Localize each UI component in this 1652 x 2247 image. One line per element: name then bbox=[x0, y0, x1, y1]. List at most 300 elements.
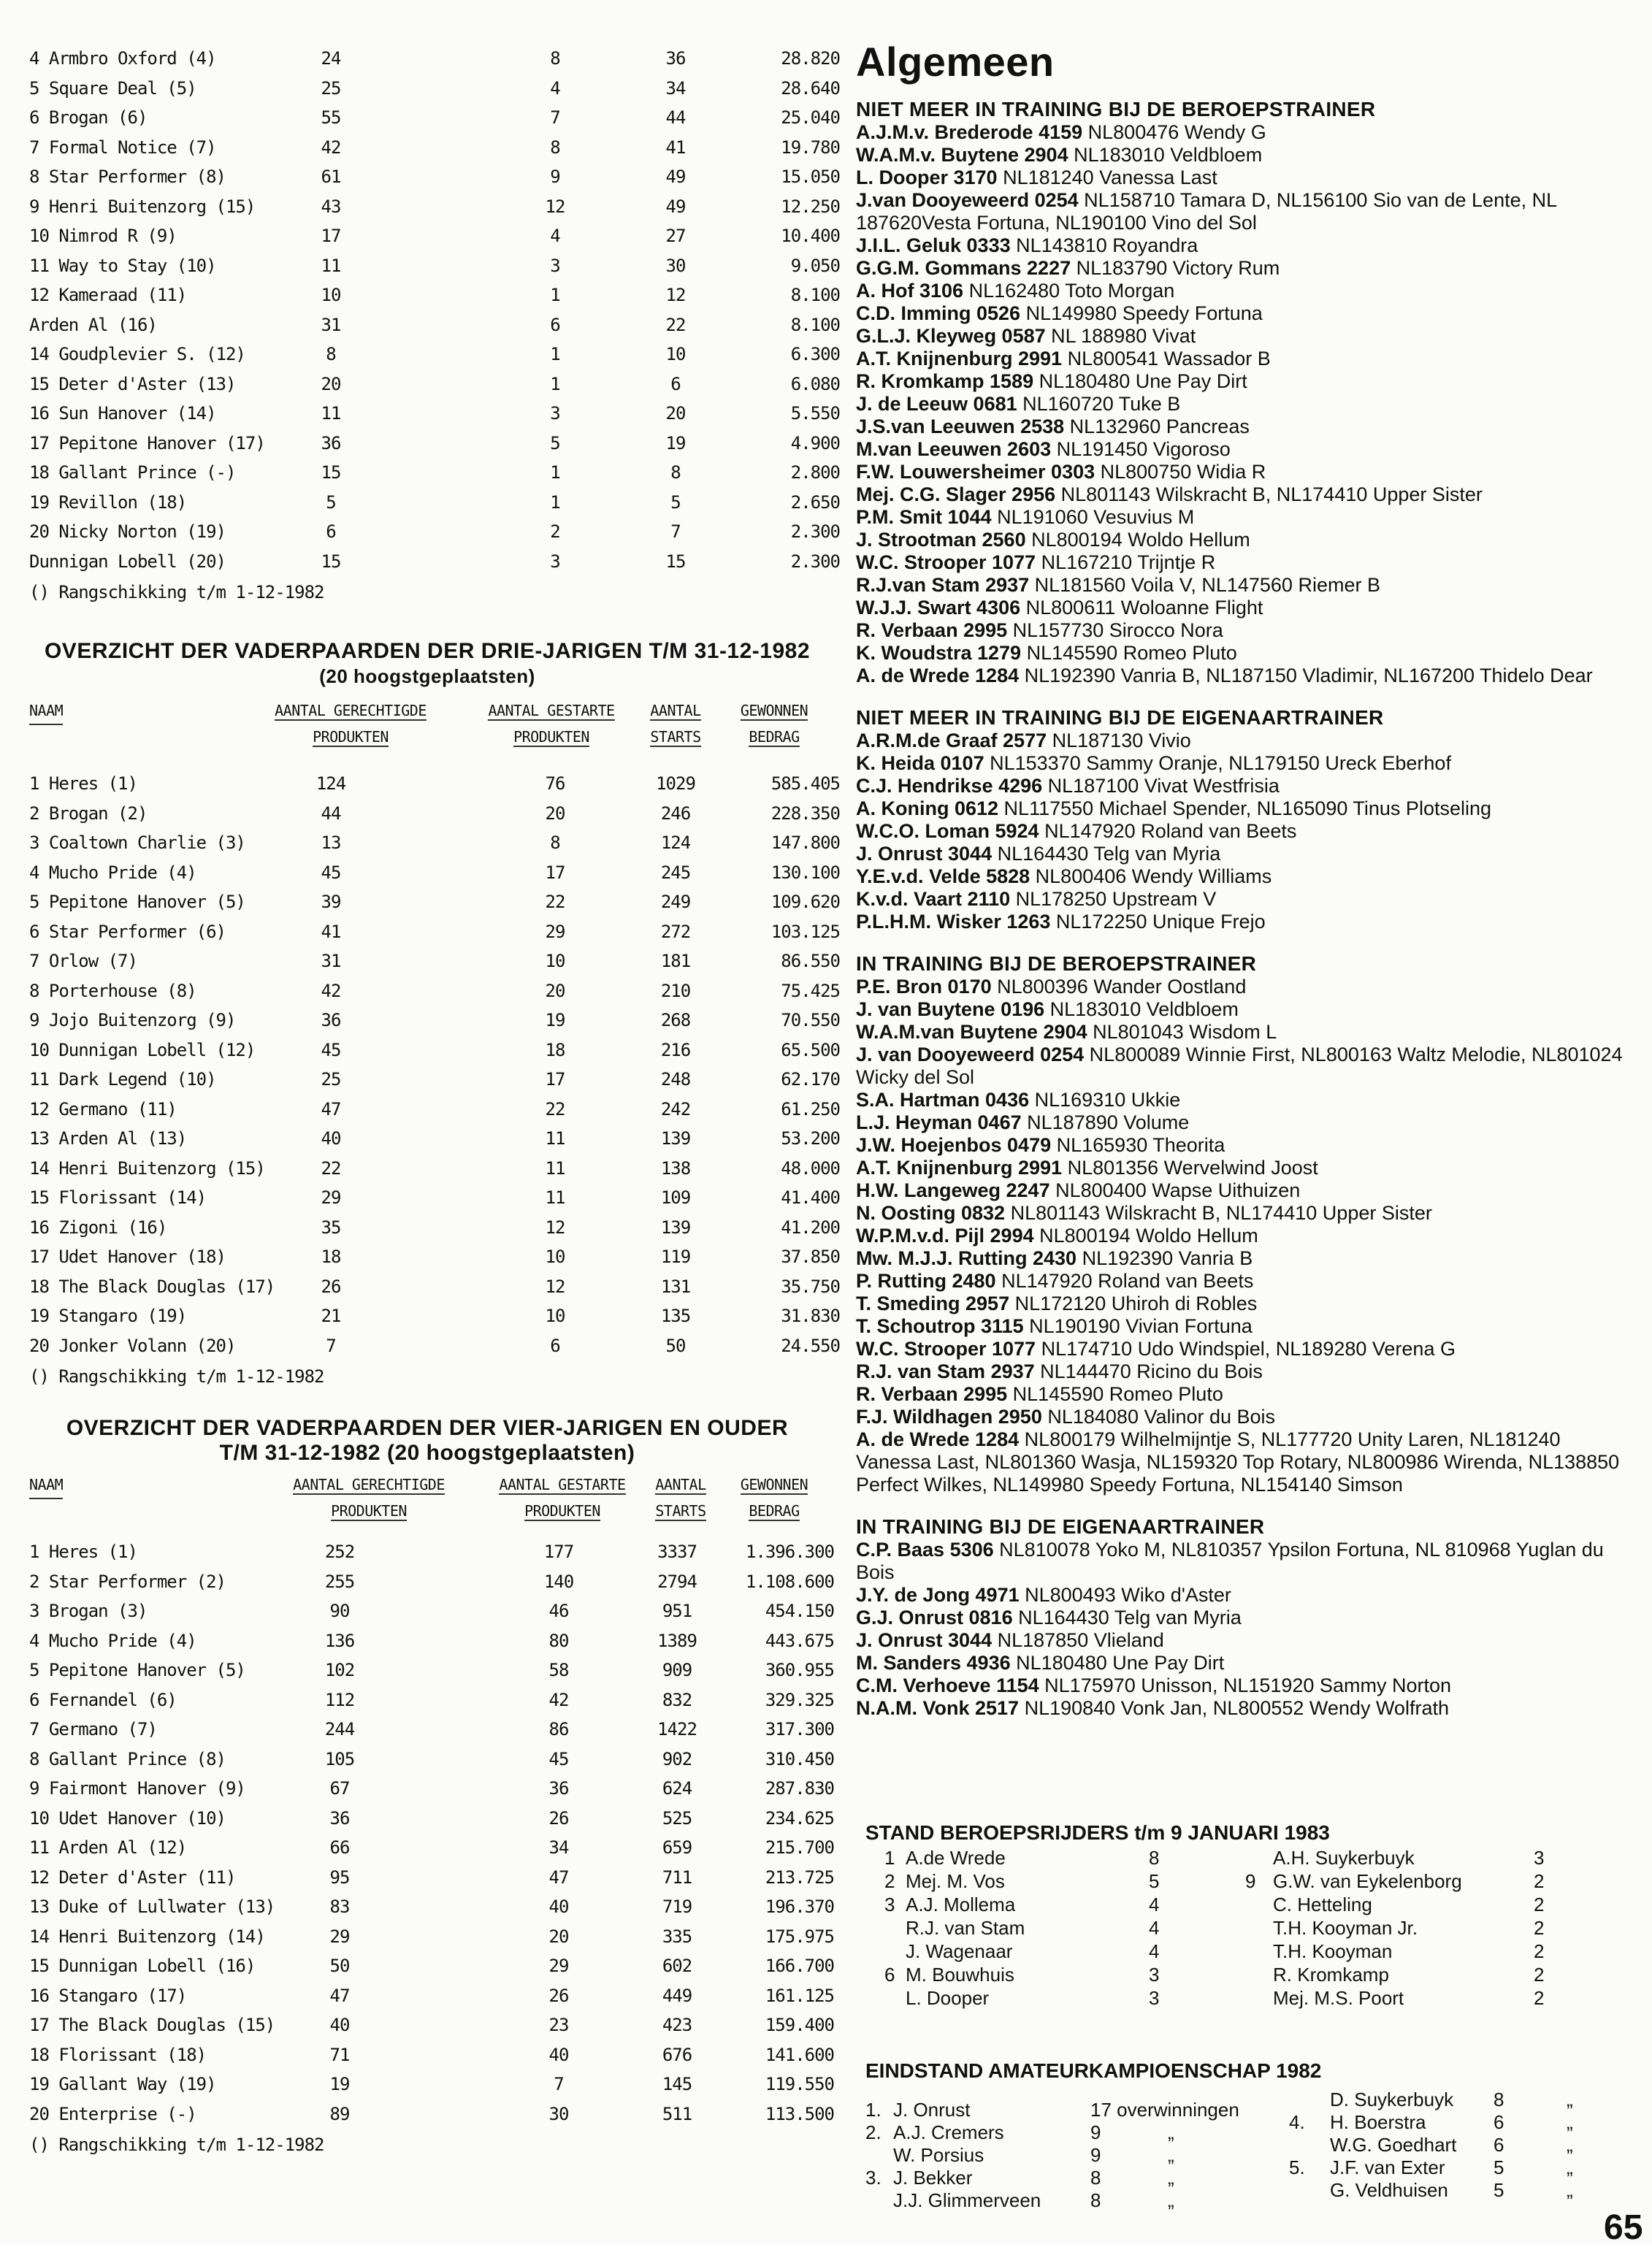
eind-name: W.G. Goedhart bbox=[1330, 2134, 1457, 2156]
count-started: 8 bbox=[550, 832, 560, 853]
amount-won: 65.500 bbox=[781, 1039, 840, 1060]
count-starts: 20 bbox=[665, 403, 686, 424]
table-row bbox=[22, 1036, 840, 1065]
count-starts: 19 bbox=[665, 432, 686, 453]
count-started: 7 bbox=[554, 2074, 564, 2094]
horse-list: NL143810 Royandra bbox=[1010, 234, 1198, 256]
standing-name: Mej. M. Vos bbox=[906, 1870, 1005, 1892]
horse-name: 7 Formal Notice (7) bbox=[29, 137, 216, 158]
amount-won: 41.400 bbox=[781, 1187, 840, 1208]
table-row bbox=[22, 917, 840, 947]
horse-name: 2 Brogan (2) bbox=[29, 803, 148, 824]
trainer-entry bbox=[856, 911, 1630, 933]
count-entitled: 66 bbox=[329, 1837, 350, 1858]
horse-name: 3 Brogan (3) bbox=[29, 1601, 148, 1621]
standing-name: Mej. M.S. Poort bbox=[1273, 1987, 1404, 2009]
eind-ditto: „ bbox=[1567, 2179, 1573, 2201]
eind-name: A.J. Cremers bbox=[893, 2121, 1004, 2143]
col-aantal bbox=[639, 697, 712, 724]
horse-list: NL157730 Sirocco Nora bbox=[1007, 619, 1223, 641]
trainer-entry bbox=[856, 797, 1630, 820]
col-naam: NAAM bbox=[29, 697, 63, 725]
trainer-entry bbox=[856, 1247, 1630, 1270]
eind-wins: 6 bbox=[1494, 2134, 1504, 2156]
horse-list: NL187890 Volume bbox=[1021, 1111, 1190, 1133]
col-gewonnen-4-line1: GEWONNEN bbox=[740, 1476, 808, 1493]
col-naam-4: NAAM bbox=[29, 1471, 63, 1499]
horse-list: NL800611 Woloanne Flight bbox=[1020, 597, 1263, 619]
count-started: 45 bbox=[548, 1748, 569, 1769]
horse-name: 3 Coaltown Charlie (3) bbox=[29, 832, 245, 853]
count-starts: 36 bbox=[665, 48, 686, 69]
table-row bbox=[22, 1981, 833, 2011]
count-starts: 15 bbox=[665, 551, 686, 572]
horse-list: NL800089 Winnie First, NL800163 Waltz Melodie, NL801024 Wicky del Sol bbox=[856, 1044, 1623, 1088]
col-gerechtigde-4 bbox=[263, 1471, 475, 1498]
horse-name: 14 Henri Buitenzorg (15) bbox=[29, 1157, 265, 1179]
eind-row bbox=[1289, 2111, 1596, 2134]
horse-list: NL800541 Wassador B bbox=[1062, 348, 1271, 370]
standing-points: 2 bbox=[1534, 1917, 1545, 1939]
eind-row bbox=[865, 2121, 1289, 2144]
count-starts: 711 bbox=[662, 1867, 692, 1888]
trainer-name: W.C. Strooper 1077 bbox=[856, 1338, 1036, 1360]
horse-list: NL181240 Vanessa Last bbox=[997, 166, 1217, 188]
table-row bbox=[22, 1922, 833, 1952]
trainer-name: A.R.M.de Graaf 2577 bbox=[856, 730, 1047, 751]
standing-row bbox=[865, 1916, 1245, 1940]
trainer-name: P. Rutting 2480 bbox=[856, 1270, 996, 1292]
count-started: 1 bbox=[550, 285, 560, 305]
count-entitled: 244 bbox=[324, 1719, 355, 1739]
eind-ditto: „ bbox=[1168, 2189, 1174, 2211]
horse-name: 16 Stangaro (17) bbox=[29, 1985, 187, 2006]
table-row bbox=[22, 370, 840, 399]
count-starts: 249 bbox=[660, 892, 691, 912]
trainer-name: M. Sanders 4936 bbox=[856, 1652, 1011, 1674]
trainer-entry bbox=[856, 820, 1630, 843]
horse-name: 20 Jonker Volann (20) bbox=[29, 1335, 236, 1356]
horse-name: 4 Mucho Pride (4) bbox=[29, 1630, 196, 1651]
amount-won: 234.625 bbox=[765, 1807, 834, 1829]
horse-name: 11 Arden Al (12) bbox=[29, 1837, 187, 1858]
eind-row bbox=[865, 2144, 1289, 2167]
count-started: 58 bbox=[548, 1660, 569, 1680]
count-started: 29 bbox=[548, 1956, 569, 1976]
count-starts: 1029 bbox=[656, 773, 695, 794]
count-started: 80 bbox=[548, 1630, 569, 1651]
eind-ditto: „ bbox=[1567, 2134, 1573, 2156]
amount-won: 53.200 bbox=[781, 1128, 840, 1149]
trainer-name: J.W. Hoejenbos 0479 bbox=[856, 1134, 1052, 1156]
horse-list: NL187100 Vivat Westfrisia bbox=[1042, 775, 1280, 797]
count-starts: 909 bbox=[662, 1660, 692, 1680]
horse-name: 17 Udet Hanover (18) bbox=[29, 1247, 226, 1267]
standing-name: J. Wagenaar bbox=[906, 1940, 1013, 1962]
horse-list: NL191060 Vesuvius M bbox=[991, 506, 1195, 528]
count-entitled: 95 bbox=[329, 1867, 350, 1888]
amount-won: 6.300 bbox=[790, 344, 840, 364]
horse-list: NL144470 Ricino du Bois bbox=[1034, 1360, 1263, 1382]
col-gewonnen-4 bbox=[723, 1471, 825, 1498]
standing-points: 3 bbox=[1534, 1847, 1545, 1869]
horse-name: 1 Heres (1) bbox=[29, 1542, 137, 1562]
eind-wins: 9 bbox=[1090, 2144, 1101, 2166]
horse-list: NL800406 Wendy Williams bbox=[1030, 865, 1272, 887]
trainer-name: T. Schoutrop 3115 bbox=[856, 1315, 1024, 1337]
horse-name: 9 Henri Buitenzorg (15) bbox=[29, 196, 256, 217]
count-started: 46 bbox=[548, 1601, 569, 1621]
trainer-entry bbox=[856, 551, 1630, 574]
trainer-entry bbox=[856, 302, 1630, 325]
count-entitled: 6 bbox=[326, 521, 336, 542]
trainer-entry bbox=[856, 1089, 1630, 1111]
count-entitled: 26 bbox=[321, 1276, 341, 1297]
horse-list: NL800396 Wander Oostland bbox=[991, 976, 1247, 998]
count-entitled: 7 bbox=[326, 1335, 336, 1356]
trainer-name: P.L.H.M. Wisker 1263 bbox=[856, 911, 1051, 933]
standing-row bbox=[865, 1986, 1245, 2010]
horse-list: NL172250 Unique Frejo bbox=[1050, 911, 1266, 933]
horse-name: 16 Sun Hanover (14) bbox=[29, 403, 216, 424]
trainer-entry bbox=[856, 1134, 1630, 1157]
trainer-name: W.P.M.v.d. Pijl 2994 bbox=[856, 1225, 1034, 1247]
three-year-table-subtitle: (20 hoogstgeplaatsten) bbox=[319, 665, 535, 687]
four-year-table-subtitle: T/M 31-12-1982 (20 hoogstgeplaatsten) bbox=[219, 1441, 635, 1465]
table-row bbox=[22, 74, 840, 104]
count-entitled: 43 bbox=[321, 196, 341, 217]
table-row bbox=[22, 799, 840, 829]
trainer-entry bbox=[856, 597, 1630, 619]
trainer-entry bbox=[856, 976, 1630, 998]
horse-name: 7 Germano (7) bbox=[29, 1719, 157, 1739]
standing-points: 4 bbox=[1149, 1917, 1160, 1939]
standing-points: 2 bbox=[1534, 1870, 1545, 1892]
trainer-entry bbox=[856, 144, 1630, 166]
count-started: 3 bbox=[550, 403, 560, 424]
horse-list: NL174710 Udo Windspiel, NL189280 Verena G bbox=[1036, 1338, 1456, 1360]
horse-name: 20 Nicky Norton (19) bbox=[29, 521, 226, 542]
eind-row bbox=[865, 2167, 1289, 2189]
horse-name: 6 Fernandel (6) bbox=[29, 1689, 177, 1710]
col-gestarte bbox=[467, 697, 635, 724]
trainer-name: A. de Wrede 1284 bbox=[856, 665, 1020, 686]
col-gestarte-line2-text: PRODUKTEN bbox=[513, 728, 589, 746]
count-entitled: 13 bbox=[321, 832, 341, 853]
trainer-entry bbox=[856, 998, 1630, 1021]
trainer-name: K. Woudstra 1279 bbox=[856, 642, 1022, 664]
trainer-name: A. de Wrede 1284 bbox=[856, 1428, 1020, 1450]
count-started: 3 bbox=[550, 255, 560, 276]
trainer-name: T. Smeding 2957 bbox=[856, 1293, 1010, 1314]
col-aantal-4 bbox=[644, 1471, 717, 1498]
amount-won: 166.700 bbox=[765, 1956, 834, 1976]
horse-list: NL145590 Romeo Pluto bbox=[1021, 642, 1237, 664]
standing-name: A.J. Mollema bbox=[906, 1894, 1016, 1915]
col-aantal-4-line2-text: STARTS bbox=[655, 1502, 706, 1520]
count-entitled: 42 bbox=[321, 137, 341, 158]
count-started: 10 bbox=[545, 951, 565, 971]
count-started: 4 bbox=[550, 77, 560, 99]
trainer-entry bbox=[856, 1111, 1630, 1134]
horse-list: NL158710 Tamara D, NL156100 Sio van de Lente, NL 187620Vesta Fortuna, NL190100 Vino del Sol bbox=[856, 189, 1557, 234]
horse-name: 7 Orlow (7) bbox=[29, 951, 137, 971]
eind-wins: 5 bbox=[1494, 2156, 1504, 2178]
count-started: 7 bbox=[550, 107, 560, 128]
col-gerechtigde-4-line1: AANTAL GERECHTIGDE bbox=[293, 1476, 445, 1493]
horse-list: NL160720 Tuke B bbox=[1017, 393, 1181, 415]
count-starts: 832 bbox=[662, 1689, 692, 1710]
table-row bbox=[22, 1065, 840, 1095]
trainer-name: J.van Dooyeweerd 0254 bbox=[856, 189, 1079, 211]
three-year-table bbox=[22, 769, 840, 1360]
horse-list: NL165930 Theorita bbox=[1051, 1134, 1225, 1156]
table-row bbox=[22, 1272, 840, 1302]
count-starts: 525 bbox=[662, 1807, 692, 1829]
trainer-entry bbox=[856, 843, 1630, 865]
trainer-entry bbox=[856, 1315, 1630, 1338]
eind-wins: 8 bbox=[1090, 2167, 1101, 2189]
standing-name: C. Hetteling bbox=[1273, 1894, 1372, 1915]
eind-name: J. Bekker bbox=[893, 2167, 973, 2189]
trainer-entry bbox=[856, 1360, 1630, 1383]
trainer-name: L. Dooper 3170 bbox=[856, 166, 998, 188]
count-entitled: 36 bbox=[329, 1807, 350, 1829]
trainer-entry bbox=[856, 348, 1630, 370]
horse-list: NL132960 Pancreas bbox=[1064, 416, 1250, 437]
amount-won: 103.125 bbox=[770, 921, 840, 942]
amount-won: 41.200 bbox=[781, 1217, 840, 1238]
amount-won: 31.830 bbox=[781, 1306, 840, 1326]
horse-name: 8 Porterhouse (8) bbox=[29, 980, 196, 1001]
horse-name: 19 Stangaro (19) bbox=[29, 1306, 187, 1326]
trainer-entry bbox=[856, 1674, 1630, 1697]
trainer-name: A. Hof 3106 bbox=[856, 280, 964, 302]
count-entitled: 136 bbox=[324, 1630, 355, 1651]
count-entitled: 15 bbox=[321, 462, 341, 483]
count-entitled: 36 bbox=[321, 432, 341, 453]
table-row bbox=[22, 251, 840, 281]
count-starts: 676 bbox=[662, 2044, 692, 2065]
eind-wins: 8 bbox=[1494, 2089, 1504, 2110]
trainer-name: H.W. Langeweg 2247 bbox=[856, 1179, 1050, 1201]
trainer-name: Mw. M.J.J. Rutting 2430 bbox=[856, 1247, 1077, 1269]
trainer-name: A.J.M.v. Brederode 4159 bbox=[856, 121, 1083, 143]
count-starts: 22 bbox=[665, 314, 686, 335]
eind-row bbox=[1289, 2089, 1596, 2111]
col-gerechtigde-4-line2-text: PRODUKTEN bbox=[331, 1502, 407, 1520]
eind-row bbox=[865, 2099, 1289, 2121]
count-entitled: 15 bbox=[321, 551, 341, 572]
count-entitled: 10 bbox=[321, 285, 341, 305]
table-row bbox=[22, 1774, 833, 1804]
eind-wins: 9 bbox=[1090, 2121, 1101, 2143]
trainer-entry bbox=[856, 730, 1630, 752]
trainer-name: W.J.J. Swart 4306 bbox=[856, 597, 1021, 619]
trainer-entry bbox=[856, 1428, 1630, 1496]
count-entitled: 29 bbox=[321, 1187, 341, 1208]
count-starts: 7 bbox=[670, 521, 681, 542]
trainer-name: C.D. Imming 0526 bbox=[856, 302, 1021, 324]
count-entitled: 90 bbox=[329, 1601, 350, 1621]
standing-points: 4 bbox=[1149, 1894, 1160, 1915]
table-row bbox=[22, 1242, 840, 1272]
horse-list: NL810078 Yoko M, NL810357 Ypsilon Fortuna, NL 810968 Yuglan du Bois bbox=[856, 1539, 1604, 1583]
table-row bbox=[22, 2070, 833, 2099]
amount-won: 28.640 bbox=[781, 77, 840, 99]
horse-name: 8 Star Performer (8) bbox=[29, 166, 226, 187]
amount-won: 585.405 bbox=[770, 773, 840, 794]
amount-won: 70.550 bbox=[781, 1010, 840, 1030]
amount-won: 10.400 bbox=[781, 226, 840, 246]
count-started: 36 bbox=[548, 1778, 569, 1799]
eind-heading: EINDSTAND AMATEURKAMPIOENSCHAP 1982 bbox=[865, 2059, 1322, 2082]
col-gestarte-4-line2 bbox=[475, 1498, 650, 1524]
table-row bbox=[22, 887, 840, 917]
count-started: 12 bbox=[545, 1276, 565, 1297]
eind-name: W. Porsius bbox=[893, 2144, 984, 2166]
amount-won: 28.820 bbox=[781, 48, 840, 69]
count-started: 26 bbox=[548, 1807, 569, 1829]
three-year-table-header bbox=[22, 697, 833, 756]
count-starts: 245 bbox=[660, 862, 691, 883]
horse-name: 9 Fairmont Hanover (9) bbox=[29, 1778, 245, 1799]
count-starts: 12 bbox=[665, 285, 686, 305]
count-entitled: 29 bbox=[329, 1926, 350, 1947]
trainer-entry bbox=[856, 483, 1630, 506]
trainer-entry bbox=[856, 234, 1630, 257]
count-starts: 145 bbox=[662, 2074, 692, 2094]
trainer-entry bbox=[856, 280, 1630, 302]
table-row bbox=[22, 858, 840, 888]
amount-won: 4.900 bbox=[790, 432, 840, 453]
count-starts: 602 bbox=[662, 1956, 692, 1976]
col-gestarte-4 bbox=[475, 1471, 650, 1498]
horse-list: NL190840 Vonk Jan, NL800552 Wendy Wolfrath bbox=[1019, 1697, 1449, 1719]
count-starts: 246 bbox=[660, 803, 691, 824]
section-heading: IN TRAINING BIJ DE BEROEPSTRAINER bbox=[856, 952, 1257, 975]
count-entitled: 36 bbox=[321, 1010, 341, 1030]
count-entitled: 45 bbox=[321, 862, 341, 883]
amount-won: 329.325 bbox=[765, 1689, 834, 1710]
count-started: 5 bbox=[550, 432, 560, 453]
count-started: 17 bbox=[545, 1069, 565, 1090]
col-gewonnen bbox=[723, 697, 825, 724]
horse-name: 6 Star Performer (6) bbox=[29, 921, 226, 942]
trainer-name: W.C.O. Loman 5924 bbox=[856, 820, 1039, 842]
count-starts: 41 bbox=[665, 137, 686, 158]
trainer-entry bbox=[856, 393, 1630, 416]
eind-name: H. Boerstra bbox=[1330, 2111, 1426, 2133]
horse-list: NL164430 Telg van Myria bbox=[992, 843, 1221, 865]
horse-name: 18 Gallant Prince (-) bbox=[29, 462, 236, 483]
amount-won: 25.040 bbox=[781, 107, 840, 128]
ranking-note-2: () Rangschikking t/m 1-12-1982 bbox=[29, 1366, 324, 1387]
stand-left-list bbox=[865, 1846, 1245, 2010]
horse-name: 5 Square Deal (5) bbox=[29, 77, 196, 99]
amount-won: 119.550 bbox=[765, 2074, 834, 2094]
table-row bbox=[22, 280, 840, 310]
standing-points: 2 bbox=[1534, 1964, 1545, 1986]
table-row bbox=[22, 1626, 833, 1656]
standing-row bbox=[1245, 1846, 1596, 1869]
horse-name: 15 Florissant (14) bbox=[29, 1187, 207, 1208]
stand-beroepsrijders bbox=[865, 1821, 1596, 2010]
col-gerechtigde-line1: AANTAL GERECHTIGDE bbox=[275, 702, 427, 719]
three-year-table-title: OVERZICHT DER VADERPAARDEN DER DRIE-JARIGEN T/M 31-12-1982 bbox=[44, 639, 811, 663]
count-entitled: 11 bbox=[321, 255, 341, 276]
eind-wins: 17 overwinningen bbox=[1090, 2099, 1239, 2121]
trainer-name: N.A.M. Vonk 2517 bbox=[856, 1697, 1020, 1719]
count-entitled: 21 bbox=[321, 1306, 341, 1326]
col-aantal-line2 bbox=[639, 724, 712, 750]
trainer-entry bbox=[856, 865, 1630, 888]
count-started: 1 bbox=[550, 491, 560, 513]
trainer-name: C.J. Hendrikse 4296 bbox=[856, 775, 1043, 797]
ranking-note: () Rangschikking t/m 1-12-1982 bbox=[29, 582, 324, 602]
table-row bbox=[22, 429, 840, 459]
count-entitled: 40 bbox=[321, 1128, 341, 1149]
table-row bbox=[22, 547, 840, 577]
table-row bbox=[22, 1213, 840, 1243]
count-started: 20 bbox=[545, 803, 565, 824]
eind-name: J. Onrust bbox=[893, 2099, 971, 2121]
four-year-table bbox=[22, 1537, 833, 2129]
count-starts: 34 bbox=[665, 77, 686, 99]
trainer-entry bbox=[856, 1202, 1630, 1225]
standing-name: T.H. Kooyman bbox=[1273, 1940, 1393, 1962]
count-entitled: 71 bbox=[329, 2044, 350, 2065]
standing-points: 3 bbox=[1149, 1987, 1160, 2009]
trainer-name: J. Strootman 2560 bbox=[856, 529, 1026, 551]
horse-name: 5 Pepitone Hanover (5) bbox=[29, 892, 245, 912]
eind-ditto: „ bbox=[1168, 2121, 1174, 2143]
trainer-entry bbox=[856, 1539, 1630, 1584]
trainer-entry bbox=[856, 1697, 1630, 1720]
trainer-entry bbox=[856, 752, 1630, 775]
trainer-name: A.T. Knijnenburg 2991 bbox=[856, 348, 1063, 370]
horse-name: 10 Nimrod R (9) bbox=[29, 226, 177, 246]
trainer-entry bbox=[856, 121, 1630, 144]
horse-list: NL183010 Veldbloem bbox=[1044, 998, 1239, 1020]
col-gerechtigde-4-line2 bbox=[263, 1498, 475, 1524]
horse-name: Arden Al (16) bbox=[29, 314, 157, 335]
amount-won: 62.170 bbox=[781, 1069, 840, 1090]
count-starts: 6 bbox=[670, 373, 681, 394]
trainer-entry bbox=[856, 506, 1630, 529]
count-starts: 951 bbox=[662, 1601, 692, 1621]
horse-list: NL 188980 Vivat bbox=[1045, 325, 1196, 347]
count-starts: 135 bbox=[660, 1306, 691, 1326]
amount-won: 2.300 bbox=[790, 521, 840, 542]
table-row bbox=[22, 221, 840, 251]
amount-won: 12.250 bbox=[781, 196, 840, 217]
trainer-entry bbox=[856, 416, 1630, 438]
horse-name: 11 Dark Legend (10) bbox=[29, 1069, 216, 1090]
count-starts: 27 bbox=[665, 226, 686, 246]
standing-name: L. Dooper bbox=[906, 1987, 990, 2009]
table-row bbox=[22, 399, 840, 429]
trainer-name: R.J.van Stam 2937 bbox=[856, 574, 1030, 596]
standing-name: M. Bouwhuis bbox=[906, 1964, 1014, 1986]
horse-name: 11 Way to Stay (10) bbox=[29, 255, 216, 276]
count-starts: 138 bbox=[660, 1157, 691, 1179]
table-row bbox=[22, 133, 840, 163]
standing-row bbox=[1245, 1940, 1596, 1963]
count-started: 18 bbox=[545, 1039, 565, 1060]
trainer-name: J. van Dooyeweerd 0254 bbox=[856, 1044, 1085, 1065]
standing-points: 5 bbox=[1149, 1870, 1160, 1892]
